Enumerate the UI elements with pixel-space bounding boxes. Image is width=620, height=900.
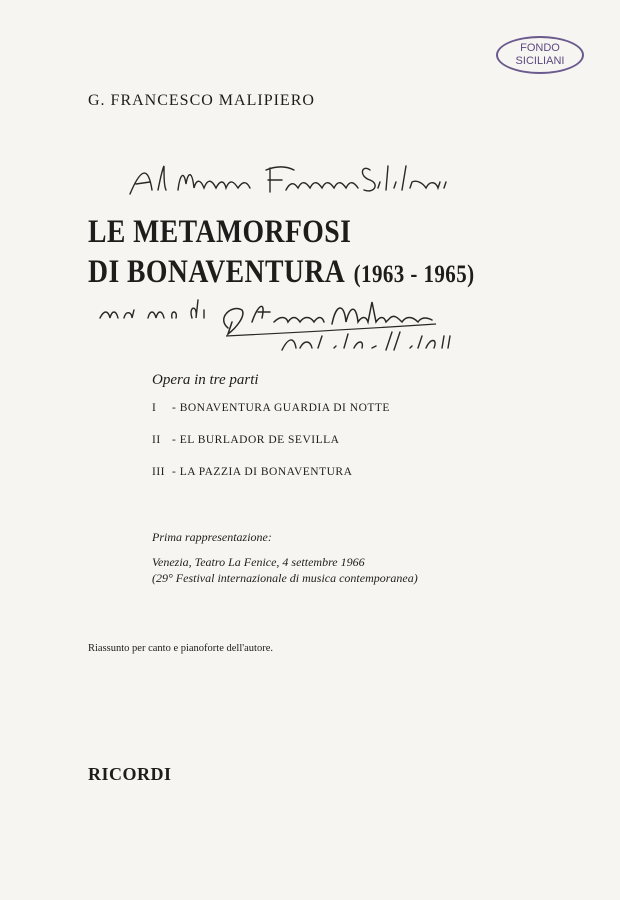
part-number: II	[152, 434, 161, 446]
author-name: G. FRANCESCO MALIPIERO	[88, 92, 315, 109]
part-item	[152, 402, 390, 434]
part-number: I	[152, 402, 157, 414]
opera-subtitle: Opera in tre parti	[152, 372, 259, 388]
premiere-heading: Prima rappresentazione:	[152, 530, 272, 544]
title-line-2: DI BONAVENTURA	[88, 254, 346, 290]
premiere-details	[152, 554, 418, 586]
premiere-festival: (29° Festival internazionale di musica contemporanea)	[152, 571, 418, 585]
handwritten-signature	[96, 294, 476, 356]
reduction-note: Riassunto per canto e pianoforte dell'autore.	[88, 643, 273, 654]
fondo-siciliani-stamp	[496, 36, 584, 74]
publisher-name: RICORDI	[88, 764, 172, 784]
part-number: III	[152, 466, 165, 478]
part-item	[152, 434, 390, 466]
title-line-1: LE METAMORFOSI	[88, 214, 352, 250]
premiere-venue: Venezia, Teatro La Fenice, 4 settembre 1966	[152, 555, 365, 569]
part-label: - LA PAZZIA DI BONAVENTURA	[172, 466, 353, 478]
title-dates: (1963 - 1965)	[353, 261, 475, 288]
handwritten-dedication	[126, 160, 456, 200]
parts-list	[152, 402, 390, 498]
stamp-line-2: SICILIANI	[515, 55, 565, 67]
part-label: - EL BURLADOR DE SEVILLA	[172, 434, 340, 446]
stamp-line-1: FONDO	[520, 42, 560, 54]
part-item	[152, 466, 390, 498]
opera-title	[88, 212, 475, 295]
part-label: - BONAVENTURA GUARDIA DI NOTTE	[172, 402, 390, 414]
